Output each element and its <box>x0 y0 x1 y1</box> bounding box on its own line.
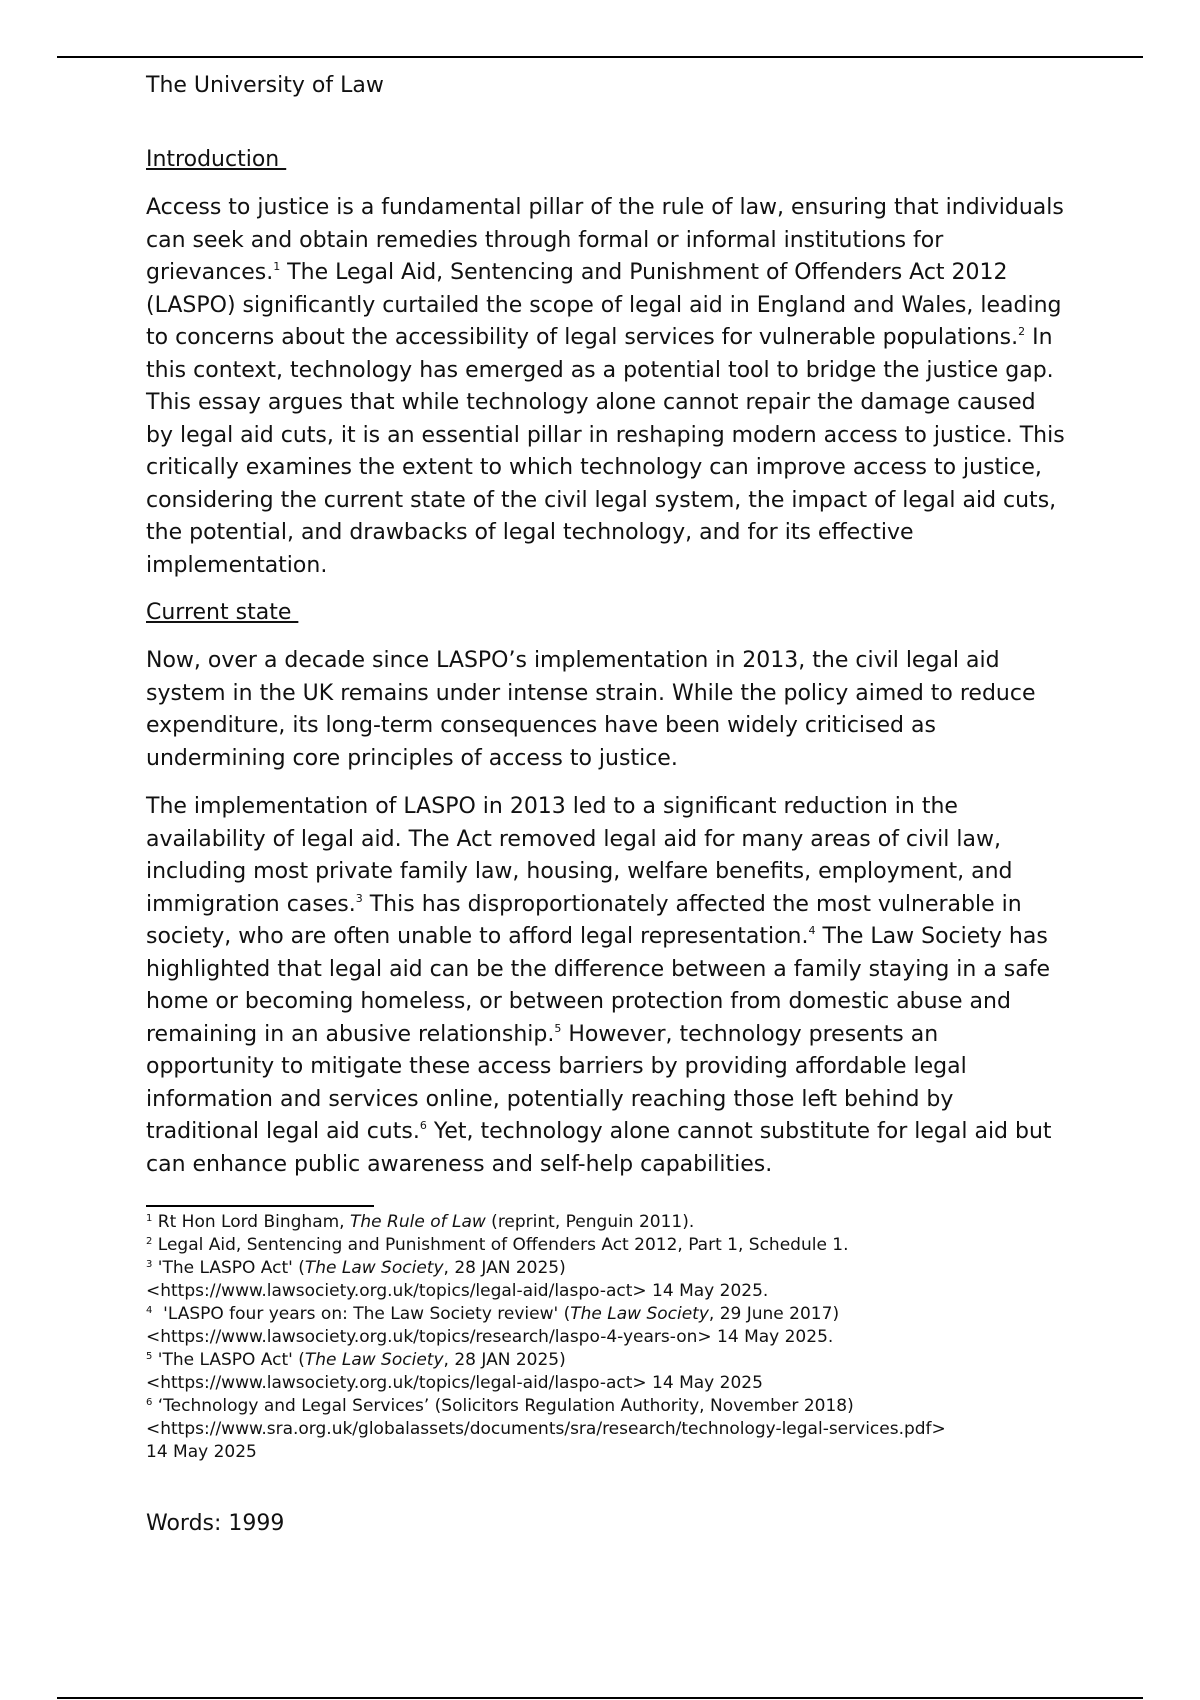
current-state-heading: Current state <box>146 600 299 625</box>
footnote-link[interactable]: <https://www.lawsociety.org.uk/topics/research/laspo-4-years-on> 14 May 2025. <box>146 1327 834 1347</box>
footnote-text: ‘Technology and Legal Services’ (Solicitors Regulation Authority, November 2018) <box>152 1396 854 1416</box>
footnote-number: 4 <box>146 1305 153 1316</box>
text-segment: This has disproportionately affected the most vulnerable in society, who are often unable to afford legal representation. <box>146 891 1022 949</box>
text-segment: The Legal Aid, Sentencing and Punishment of Offenders Act 2012 (LASPO) significantly curtailed the scope of legal aid in England and Wales, leading to concerns about the accessibility of legal services for vulnerable populations. <box>146 260 1062 350</box>
footnote-ref-3[interactable]: 3 <box>355 891 363 905</box>
footnote-number: 6 <box>146 1397 153 1408</box>
footnote-text: , 28 JAN 2025) <box>443 1258 566 1278</box>
footnote-text: Legal Aid, Sentencing and Punishment of Offenders Act 2012, Part 1, Schedule 1. <box>152 1235 849 1255</box>
footnote-separator <box>146 1205 374 1207</box>
bottom-rule <box>57 1697 1143 1699</box>
footnote-text: , 29 June 2017) <box>708 1304 840 1324</box>
text-segment: The implementation of LASPO in 2013 led to a significant reduction in the availability of legal aid. The Act removed legal aid for many areas of civil law, including most private family law, housing, welfare benefits, employment, and immigration cases. <box>146 794 1013 917</box>
footnote-text: , 28 JAN 2025) <box>443 1350 566 1370</box>
footnote-link[interactable]: <https://www.sra.org.uk/globalassets/documents/sra/research/technology-legal-services.pdf> 14 May 2025 <box>146 1419 946 1462</box>
introduction-paragraph <box>146 192 1066 582</box>
current-state-paragraph-1: Now, over a decade since LASPO’s implementation in 2013, the civil legal aid system in the UK remains under intense strain. While the policy aimed to reduce expenditure, its long-term consequences have been widely criticised as undermining core principles of access to justice. <box>146 648 1036 771</box>
footnote-text: 'LASPO four years on: The Law Society review' ( <box>152 1304 571 1324</box>
institution-name: The University of Law <box>146 73 384 98</box>
text-segment: In this context, technology has emerged as a potential tool to bridge the justice gap. This essay argues that while technology alone cannot repair the damage caused by legal aid cuts, it is an essential pillar in reshaping modern access to justice. This critically examines the extent to which technology can improve access to justice, considering the current state of the civil legal system, the impact of legal aid cuts, the potential, and drawbacks of legal technology, and for its effective implementation. <box>146 325 1065 578</box>
footnote-text: 'The LASPO Act' ( <box>152 1258 305 1278</box>
footnote-italic: The Law Society <box>304 1350 444 1370</box>
footnote-ref-4[interactable]: 4 <box>808 924 816 937</box>
footnote-ref-2[interactable]: 2 <box>1018 325 1026 338</box>
footnote-link[interactable]: <https://www.lawsociety.org.uk/topics/legal-aid/laspo-act> 14 May 2025 <box>146 1373 763 1393</box>
footnote-5 <box>146 1349 1046 1395</box>
footnote-link[interactable]: <https://www.lawsociety.org.uk/topics/legal-aid/laspo-act> 14 May 2025. <box>146 1281 769 1301</box>
footnote-number: 1 <box>146 1213 153 1224</box>
text-segment: The Law Society has highlighted that legal aid can be the difference between a family staying in a safe home or becoming homeless, or between protection from domestic abuse and remaining in an abusive relationship. <box>146 924 1051 1047</box>
footnote-ref-1[interactable]: 1 <box>273 260 281 273</box>
footnote-2 <box>146 1234 1046 1257</box>
footnote-3 <box>146 1257 1046 1303</box>
footnote-1 <box>146 1211 1046 1234</box>
current-state-paragraph-2 <box>146 791 1066 1181</box>
footnote-text: 'The LASPO Act' ( <box>152 1350 305 1370</box>
introduction-heading: Introduction <box>146 147 287 172</box>
footnote-number: 5 <box>146 1351 153 1362</box>
footnote-ref-6[interactable]: 6 <box>419 1119 427 1132</box>
footnotes <box>146 1211 1066 1464</box>
footnote-6 <box>146 1395 1046 1464</box>
footnote-italic: The Law Society <box>304 1258 444 1278</box>
footnote-4 <box>146 1303 1046 1349</box>
top-rule <box>57 56 1143 58</box>
word-count: Words: 1999 <box>146 1511 285 1536</box>
footnote-number: 3 <box>146 1259 153 1270</box>
footnote-italic: The Law Society <box>570 1304 709 1324</box>
footnote-text: (reprint, Penguin 2011). <box>485 1212 695 1232</box>
text-segment: Yet, technology alone cannot substitute for legal aid but can enhance public awareness and self-help capabilities. <box>146 1119 1052 1177</box>
footnote-text: Rt Hon Lord Bingham, <box>152 1212 350 1232</box>
footnote-number: 2 <box>146 1236 153 1247</box>
text-segment: However, technology presents an opportunity to mitigate these access barriers by providing affordable legal information and services online, potentially reaching those left behind by traditional legal aid cuts. <box>146 1021 967 1144</box>
text-segment: Access to justice is a fundamental pillar of the rule of law, ensuring that individuals can seek and obtain remedies through formal or informal institutions for grievances. <box>146 195 1064 285</box>
footnote-ref-5[interactable]: 5 <box>554 1021 562 1035</box>
footnote-italic: The Rule of Law <box>350 1212 486 1232</box>
document-page <box>146 70 1066 1540</box>
